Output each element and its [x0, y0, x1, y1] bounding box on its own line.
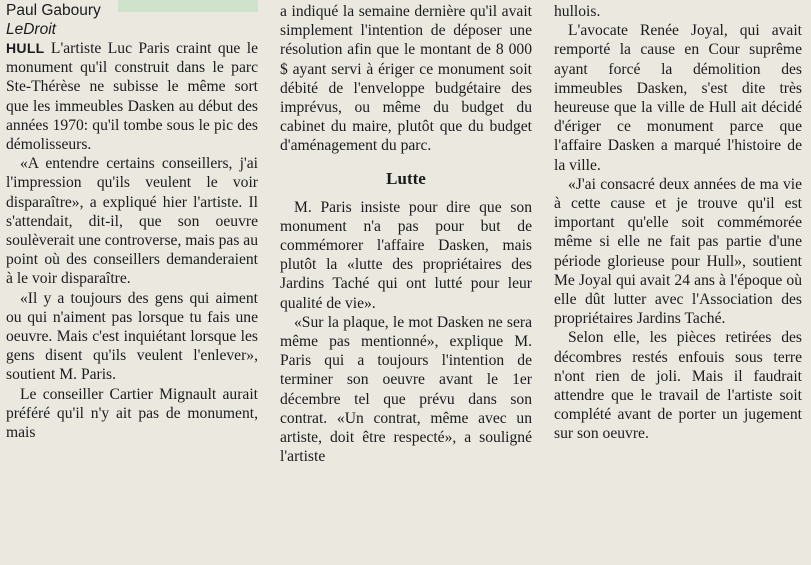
article-column-1	[6, 2, 258, 442]
paragraph: Selon elle, les pièces retirées des décombres restés enfouis sous terre n'ont rien de joli. Mais il faudrait attendre que le travail de l'artiste soit complété avant de porter un jugement sur son oeuvre.	[554, 329, 802, 443]
paragraph-continued: hullois.	[554, 3, 601, 20]
paragraph: «J'ai consacré deux années de ma vie à cette cause et je trouve qu'il est important qu'elle soit commémorée même si elle ne fait pas partie d'une période glorieuse pour Hull», soutient Me Joyal qui avait 24 ans à l'époque où elle dût lutter avec l'Association des propriétaires Jardins Taché.	[554, 175, 802, 328]
subhead: Lutte	[386, 168, 426, 188]
paragraph: L'avocate Renée Joyal, qui avait remporté la cause en Cour suprême ayant forcé la démolition des immeubles Dasken, s'est dite très heureuse que la ville de Hull ait décidé d'ériger ce monument parce que l'affaire Dasken a marqué l'histoire de la ville.	[554, 22, 802, 174]
paragraph: «Il y a toujours des gens qui aiment ou qui n'aiment pas lorsque tu fais une oeuvre. Mais c'est inquiétant lorsque les gens disent qu'ils veulent l'enlever», soutient M. Paris.	[6, 289, 258, 384]
dateline: HULL	[6, 40, 45, 56]
paragraph: «Sur la plaque, le mot Dasken ne sera même pas mentionné», explique M. Paris qui a toujours l'intention de terminer son oeuvre avant le 1er décembre tel que prévu dans son contrat. «Un contrat, même avec un artiste, doit être respecté», a souligné l'artiste	[280, 313, 532, 466]
lead-paragraph	[6, 39, 258, 154]
byline-author: Paul Gaboury	[6, 2, 101, 19]
article-column-2	[280, 2, 532, 466]
byline-source: LeDroit	[6, 21, 56, 38]
lead-text: L'artiste Luc Paris craint que le monument qu'il construit dans le parc Ste-Thérèse ne subisse le même sort que les immeubles Dasken au début des années 1970: qu'il tombe sous le pic des démolisseurs.	[6, 40, 258, 154]
article-column-3	[554, 2, 802, 444]
paragraph: «A entendre certains conseillers, j'ai l'impression qu'ils veulent le voir disparaître», a expliqué hier l'artiste. Il s'attendait, dit-il, que son oeuvre soulèverait une controverse, mais pas au point où des conseillers demanderaient à le voir disparaître.	[6, 155, 259, 288]
paragraph: Le conseiller Cartier Mignault aurait préféré qu'il n'y ait pas de monument, mais	[6, 385, 258, 442]
paragraph: M. Paris insiste pour dire que son monument n'a pas pour but de commémorer l'affaire Dasken, mais plutôt la «lutte des propriétaires des Jardins Taché qui ont lutté pour leur qualité de vie».	[280, 198, 532, 312]
paragraph-continued: a indiqué la semaine dernière qu'il avait simplement l'intention de déposer une résolution afin que le montant de 8 000 $ ayant servi à ériger ce monument soit débité de l'enveloppe budgétaire des imprévus, ou même du budget du cabinet du maire, plutôt que du budget d'aménagement du parc.	[280, 3, 532, 155]
